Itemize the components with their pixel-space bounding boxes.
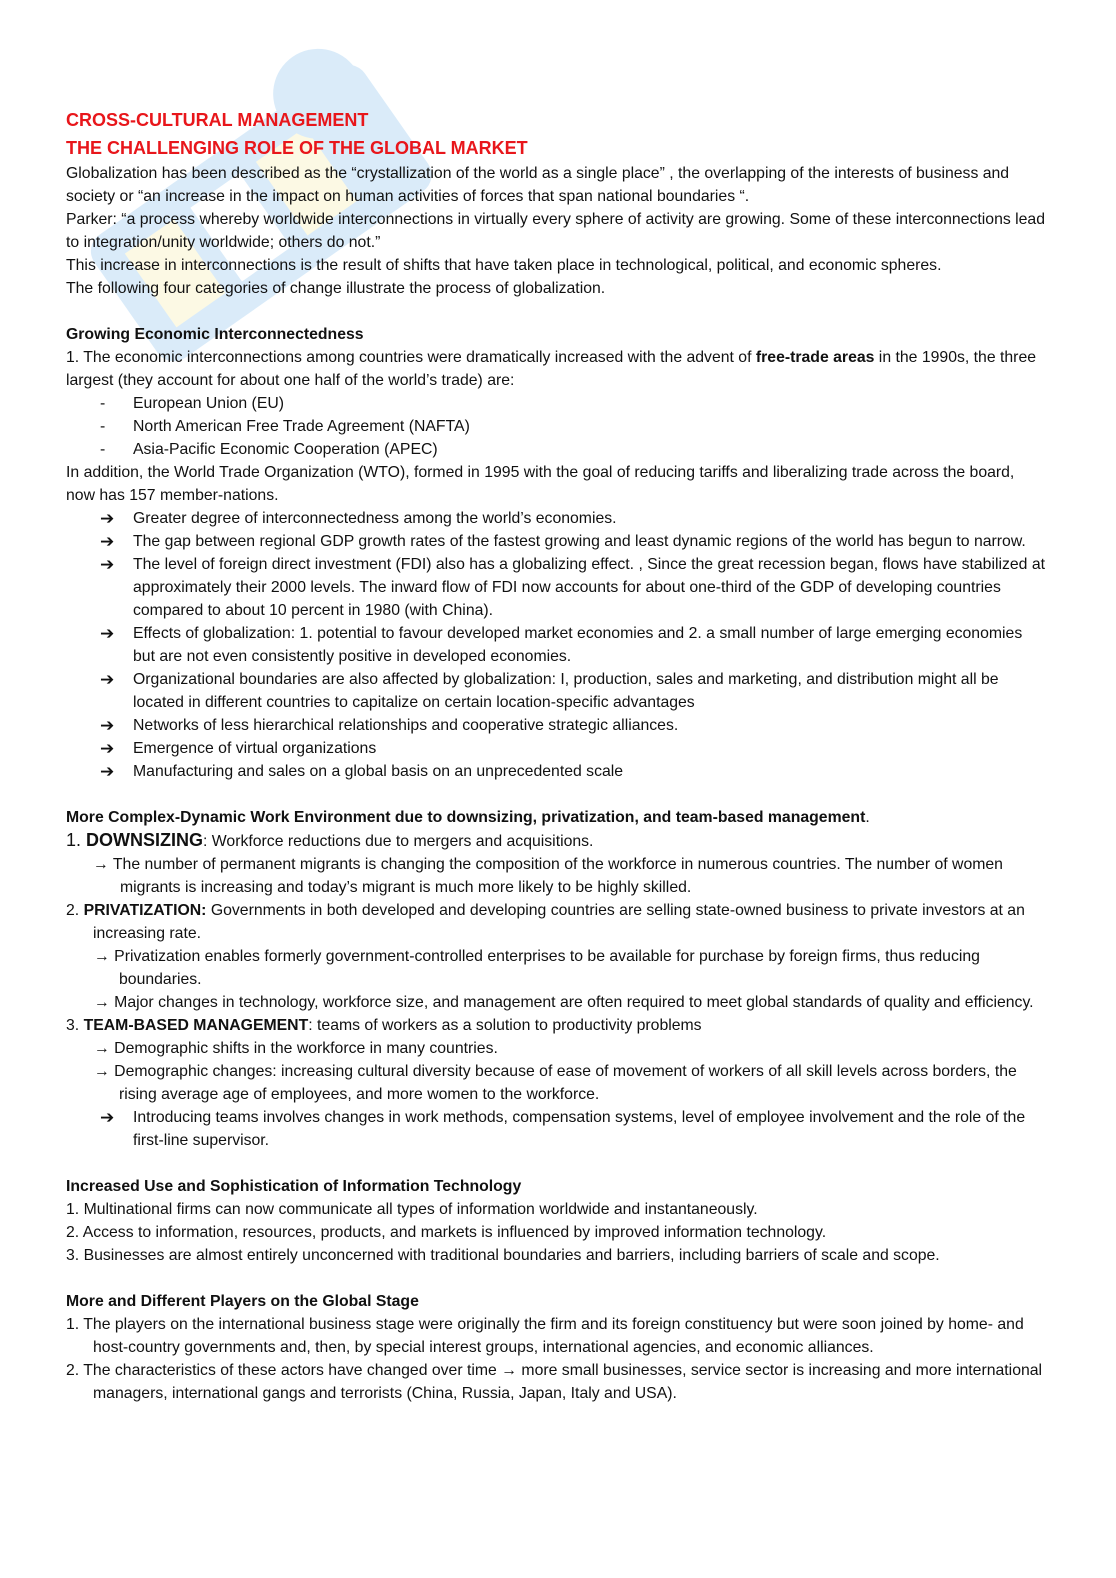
intro-paragraph: The following four categories of change illustrate the process of globalization. [66,280,606,297]
item-label: TEAM-BASED MANAGEMENT [83,1017,309,1034]
arrow-icon: ➔ [100,509,115,528]
arrow-icon: ➔ [100,532,115,551]
text-run: in the 1990s, the three largest (they account for about one half of the world’s trade) are: [66,349,1037,389]
dash-marker: - [100,441,106,458]
list-item [66,392,1046,415]
title-main: CROSS-CULTURAL MANAGEMENT [66,110,369,130]
numbered-item [66,899,1046,945]
section-paragraph: In addition, the World Trade Organization (WTO), formed in 1995 with the goal of reducing tariffs and liberalizing trade across the board, now has 157 member-nations. [66,464,1015,504]
section-paragraph [66,346,1046,392]
document-body [66,106,1046,1405]
list-item-text: European Union (EU) [133,395,285,412]
sub-item: → Demographic changes: increasing cultural diversity because of ease of movement of workers of all skill levels across borders, the rising average age of employees, and more women to the workforce. [94,1063,1017,1103]
heading-period: . [865,809,870,826]
item-text: : Workforce reductions due to mergers and acquisitions. [203,833,594,850]
section-heading: More and Different Players on the Global Stage [66,1293,419,1310]
list-item [66,415,1046,438]
list-item [66,438,1046,461]
list-item [66,668,1046,714]
arrow-icon: ➔ [100,739,115,758]
bold-term: free-trade areas [755,349,875,366]
list-item [66,553,1046,622]
list-item-text: Networks of less hierarchical relationships and cooperative strategic alliances. [133,717,679,734]
item-text: : teams of workers as a solution to productivity problems [308,1017,702,1034]
list-item-text: The level of foreign direct investment (FDI) also has a globalizing effect. , Since the great recession began, flows have stabilized at approximately their 2000 levels. The inward flow of FDI now accounts for about one-third of the GDP of developing countries compared to about 10 percent in 1980 (with China). [133,556,1046,619]
item-label: DOWNSIZING [86,830,204,850]
numbered-item: 1. The players on the international business stage were originally the firm and its foreign constituency but were soon joined by home- and host-country governments and, then, by special interest groups, international agencies, and economic alliances. [66,1316,1024,1356]
list-item-text: Greater degree of interconnectedness among the world’s economies. [133,510,617,527]
list-item-text: Introducing teams involves changes in work methods, compensation systems, level of employee involvement and the role of the first-line supervisor. [133,1109,1026,1149]
item-number: 1. [66,830,87,850]
sub-item: → Demographic shifts in the workforce in many countries. [94,1040,498,1057]
item-text: Governments in both developed and developing countries are selling state-owned business to private investors at an increasing rate. [93,902,1025,942]
list-item [66,622,1046,668]
list-item-text: Organizational boundaries are also affected by globalization: I, production, sales and marketing, and distribution might all be located in different countries to capitalize on certain location-specific advantages [133,671,999,711]
sub-item: → Major changes in technology, workforce size, and management are often required to meet global standards of quality and efficiency. [94,994,1034,1011]
text-run: 1. The economic interconnections among countries were dramatically increased with the advent of [66,349,756,366]
heading-text: More Complex-Dynamic Work Environment due to downsizing, privatization, and team-based management [66,809,866,826]
list-item [66,1106,1046,1152]
dash-marker: - [100,418,106,435]
list-item-text: Asia-Pacific Economic Cooperation (APEC) [133,441,438,458]
section-heading: Growing Economic Interconnectedness [66,326,364,343]
sub-item: → The number of permanent migrants is changing the composition of the workforce in numerous countries. The number of women migrants is increasing and today’s migrant is much more likely to be highly skilled. [93,856,1003,896]
arrow-icon: ➔ [100,1108,115,1127]
numbered-item: 2. The characteristics of these actors have changed over time → more small businesses, service sector is increasing and more international managers, international gangs and terrorists (China, Russia, Japan, Italy and USA). [66,1362,1043,1402]
list-item [66,737,1046,760]
title-sub: THE CHALLENGING ROLE OF THE GLOBAL MARKET [66,138,528,158]
arrow-icon: ➔ [100,716,115,735]
numbered-item: 1. Multinational firms can now communicate all types of information worldwide and instantaneously. [66,1201,758,1218]
arrow-icon: ➔ [100,762,115,781]
list-item-text: Emergence of virtual organizations [133,740,377,757]
intro-paragraph: Parker: “a process whereby worldwide interconnections in virtually every sphere of activity are growing. Some of these interconnections lead to integration/unity worldwide; others do not.” [66,211,1046,251]
section-heading: Increased Use and Sophistication of Information Technology [66,1178,522,1195]
numbered-item [66,829,1046,853]
item-number: 3. [66,1017,84,1034]
list-item-text: The gap between regional GDP growth rates of the fastest growing and least dynamic regions of the world has begun to narrow. [133,533,1026,550]
arrow-icon: ➔ [100,670,115,689]
sub-item: → Privatization enables formerly government-controlled enterprises to be available for purchase by foreign firms, thus reducing boundaries. [94,948,980,988]
arrow-icon: ➔ [100,555,115,574]
list-item-text: Effects of globalization: 1. potential to favour developed market economies and 2. a small number of large emerging economies but are not even consistently positive in developed economies. [133,625,1023,665]
numbered-item: 3. Businesses are almost entirely unconcerned with traditional boundaries and barriers, including barriers of scale and scope. [66,1247,940,1264]
intro-paragraph: Globalization has been described as the “crystallization of the world as a single place” , the overlapping of the interests of business and society or “an increase in the impact on human activities of forces that span national boundaries “. [66,165,1010,205]
dash-marker: - [100,395,106,412]
list-item [66,507,1046,530]
list-item-text: North American Free Trade Agreement (NAFTA) [133,418,470,435]
arrow-icon: ➔ [100,624,115,643]
list-item [66,530,1046,553]
item-number: 2. [66,902,84,919]
intro-paragraph: This increase in interconnections is the result of shifts that have taken place in technological, political, and economic spheres. [66,257,942,274]
numbered-item: 2. Access to information, resources, products, and markets is influenced by improved information technology. [66,1224,827,1241]
list-item [66,760,1046,783]
list-item-text: Manufacturing and sales on a global basis on an unprecedented scale [133,763,624,780]
section-heading [66,806,1046,829]
item-label: PRIVATIZATION: [83,902,207,919]
list-item [66,714,1046,737]
numbered-item [66,1014,1046,1037]
